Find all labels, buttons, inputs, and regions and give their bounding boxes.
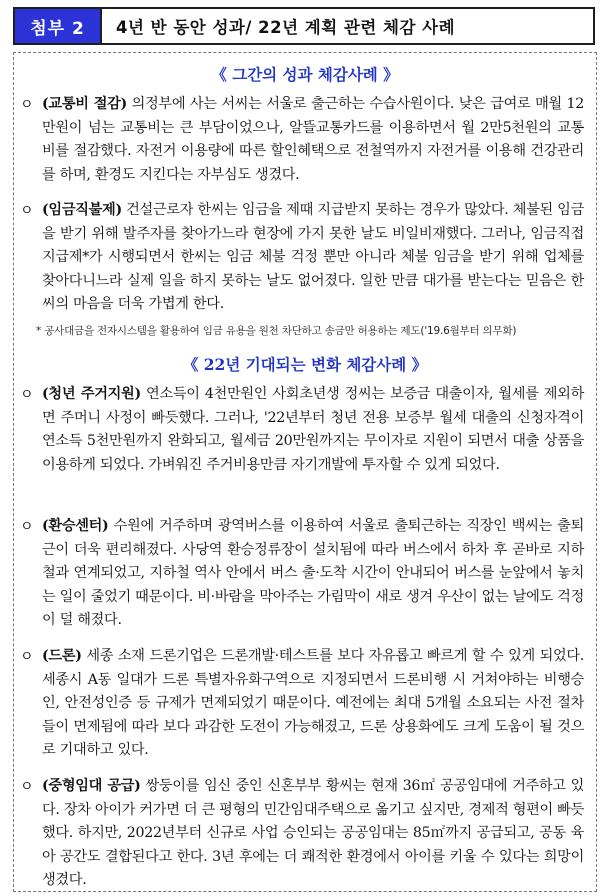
bullet-icon: ㅇ bbox=[20, 203, 34, 219]
case-text bbox=[42, 645, 584, 763]
case-label: (환승센터) bbox=[42, 518, 109, 534]
case-label: (중형임대 공급) bbox=[42, 778, 141, 794]
case-label: (드론) bbox=[42, 648, 82, 664]
case-label: (임금직불제) bbox=[42, 202, 122, 218]
header bbox=[13, 7, 595, 45]
bullet-icon: ㅇ bbox=[20, 97, 34, 113]
case-body: 세종 소재 드론기업은 드론개발·테스트를 보다 자유롭고 빠르게 할 수 있게 되었다. 세종시 A동 일대가 드론 특별자유화구역으로 지정되면서 드론비행 시 거쳐야하는 비행승인, 안전성인증 등 규제가 면제되었기 때문이다. 예전에는 최대 5개월 소요되는 사전 절차들이 면제됨에 따라 보다 과감한 도전이 가능해졌고, 드론 상용화에도 크게 도움이 될 것으로 기대하고 있다. bbox=[42, 648, 584, 758]
case-text bbox=[42, 93, 584, 187]
footnote: * 공사대금을 전자시스템을 활용하여 임금 유용을 원천 차단하고 송금만 허용하는 제도('19.6월부터 의무화) bbox=[36, 325, 517, 337]
case-label: (교통비 절감) bbox=[42, 96, 127, 112]
content-box bbox=[13, 52, 597, 892]
case-body: 쌍둥이를 임신 중인 신혼부부 황씨는 현재 36㎡ 공공임대에 거주하고 있다. 장차 아이가 커가면 더 큰 평형의 민간임대주택으로 옮기고 싶지만, 경제적 형편이 빠듯했다. 하지만, 2022년부터 신규로 사업 승인되는 공공임대는 85㎡까지 공급되고, 공동 육아 공간도 결합된다고 한다. 3년 후에는 더 쾌적한 환경에서 아이를 키울 수 있다는 희망이 생겼다. bbox=[42, 778, 584, 888]
section-title-expected-changes: 《 22년 기대되는 변화 체감사례 》 bbox=[182, 355, 428, 374]
bullet-icon: ㅇ bbox=[20, 387, 34, 403]
case-text bbox=[42, 515, 584, 633]
bullet-icon: ㅇ bbox=[20, 779, 34, 795]
attachment-badge: 첨부 2 bbox=[15, 9, 102, 43]
case-body: 건설근로자 한씨는 임금을 제때 지급받지 못하는 경우가 많았다. 체불된 임금을 받기 위해 발주자를 찾아가느라 현장에 가지 못한 날도 비일비재했다. 그러나, 임금직접지급제*가 시행되면서 한씨는 임금 체불 걱정 뿐만 아니라 체불 임금을 받기 위해 업체를 찾아다니느라 실제 일을 하지 못하는 날도 없어졌다. 일한 만큼 대가를 받는다는 믿음은 한씨의 마음을 더욱 가볍게 한다. bbox=[42, 202, 584, 312]
case-label: (청년 주거지원) bbox=[42, 386, 141, 402]
case-body: 수원에 거주하며 광역버스를 이용하여 서울로 출퇴근하는 직장인 백씨는 출퇴근이 더욱 편리해졌다. 사당역 환승정류장이 설치됨에 따라 버스에서 하차 후 곧바로 지하철과 연계되었고, 지하철 역사 안에서 버스 출·도착 시간이 안내되어 버스를 눈앞에서 놓치는 일이 줄었기 때문이다. 비·바람을 막아주는 가림막이 새로 생겨 우산이 없는 날에도 걱정이 덜 해졌다. bbox=[42, 518, 584, 628]
section-title-achievements: 《 그간의 성과 체감사례 》 bbox=[211, 65, 399, 84]
case-text bbox=[42, 775, 584, 893]
bullet-icon: ㅇ bbox=[20, 649, 34, 665]
case-text bbox=[42, 199, 584, 317]
bullet-icon: ㅇ bbox=[20, 519, 34, 535]
document-title: 4년 반 동안 성과/ 22년 계획 관련 체감 사례 bbox=[116, 18, 456, 37]
case-body: 연소득이 4천만원인 사회초년생 정씨는 보증금 대출이자, 월세를 제외하면 주머니 사정이 빠듯했다. 그러나, '22년부터 청년 전용 보증부 월세 대출의 신청자격이 연소득 5천만원까지 완화되고, 월세금 20만원까지는 무이자로 지원이 되면서 대출 상품을 이용하게 되었다. 가벼워진 주거비용만큼 자기개발에 투자할 수 있게 되었다. bbox=[42, 386, 584, 473]
case-body: 의정부에 사는 서씨는 서울로 출근하는 수습사원이다. 낮은 급여로 매월 12만원이 넘는 교통비는 큰 부담이었으나, 알뜰교통카드를 이용하면서 월 2만5천원의 교통비를 절감했다. 자전거 이용량에 따른 할인혜택으로 전철역까지 자전거를 이용해 건강관리를 하며, 환경도 지킨다는 자부심도 생겼다. bbox=[42, 96, 584, 183]
case-text bbox=[42, 383, 584, 477]
